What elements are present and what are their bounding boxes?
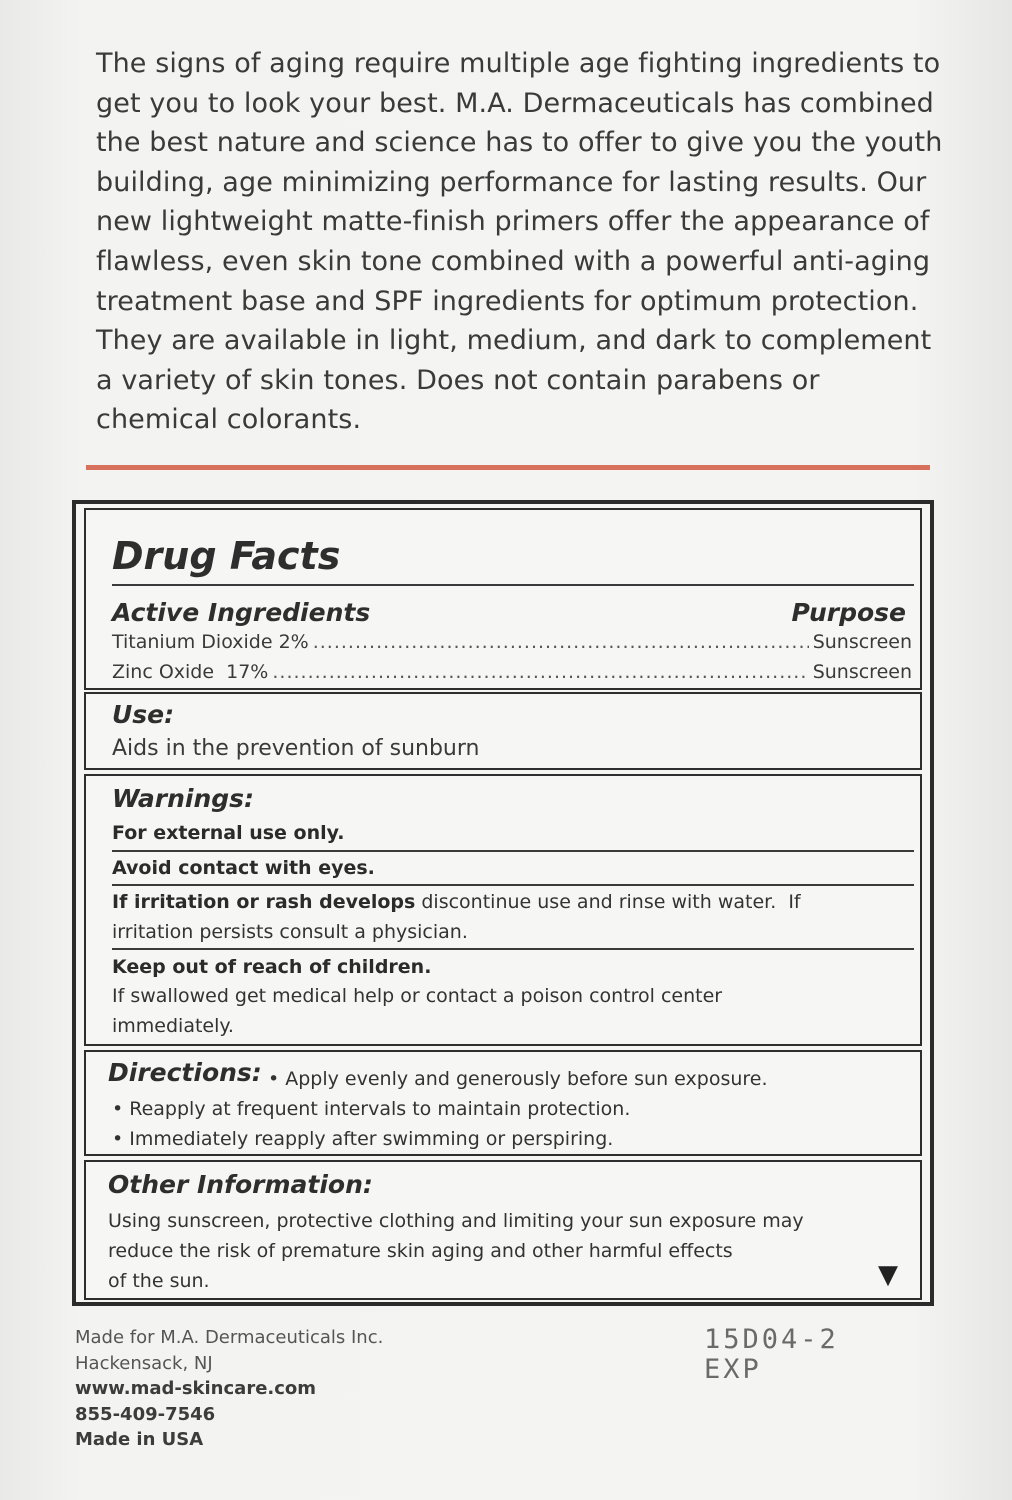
lot-stamp (704, 1325, 839, 1385)
warning-children: Keep out of reach of children. (112, 956, 432, 978)
city-text: Hackensack, NJ (75, 1352, 213, 1374)
other-info-line: of the sun. (108, 1270, 210, 1292)
drug-facts-box (72, 500, 934, 1306)
warning-immediately: immediately. (112, 1015, 234, 1037)
purpose-heading: Purpose (791, 598, 906, 627)
ingredient-row (112, 661, 912, 683)
lot-code: 15D04-2 (704, 1324, 839, 1355)
intro-paragraph (96, 44, 943, 440)
made-for-text: Made for M.A. Dermaceuticals Inc. (75, 1327, 384, 1348)
warning-rule (112, 948, 914, 950)
title-rule (112, 584, 914, 586)
ingredient-purpose: Sunscreen (812, 631, 912, 653)
other-information-section (84, 1160, 922, 1300)
direction-item: • Reapply at frequent intervals to maintain protection. (112, 1098, 631, 1120)
warning-rule (112, 884, 914, 886)
intro-line: building, age minimizing performance for lasting results. Our (96, 166, 927, 198)
warning-irritation: If irritation or rash develops discontinue use and rinse with water. If (112, 891, 801, 913)
intro-line: flawless, even skin tone combined with a powerful anti-aging (96, 245, 931, 277)
ingredient-purpose: Sunscreen (812, 661, 912, 683)
origin-text: Made in USA (75, 1429, 204, 1450)
leader-dots (272, 661, 808, 683)
intro-line: new lightweight matte-finish primers offer the appearance of (96, 206, 930, 238)
warnings-heading: Warnings: (112, 784, 255, 813)
warning-rule (112, 850, 914, 852)
direction-item: • Immediately reapply after swimming or perspiring. (112, 1128, 614, 1150)
intro-line: chemical colorants. (96, 404, 362, 436)
leader-dots (313, 631, 809, 653)
warning-external: For external use only. (112, 822, 345, 844)
intro-line: the best nature and science has to offer to give you the youth (96, 127, 943, 159)
intro-line: a variety of skin tones. Does not contain parabens or (96, 364, 820, 396)
phone-text: 855-409-7546 (75, 1403, 216, 1425)
intro-line: treatment base and SPF ingredients for optimum protection. (96, 285, 919, 317)
intro-line: get you to look your best. M.A. Dermaceuticals has combined (96, 87, 934, 119)
intro-line: The signs of aging require multiple age fighting ingredients to (96, 48, 941, 79)
ingredient-name: Zinc Oxide 17% (112, 661, 269, 683)
directions-section (84, 1050, 922, 1156)
exp-label: EXP (704, 1354, 762, 1385)
manufacturer-info (75, 1325, 383, 1453)
website-text: www.mad-skincare.com (75, 1378, 317, 1399)
warning-eyes: Avoid contact with eyes. (112, 857, 375, 879)
accent-divider (86, 465, 930, 470)
ingredient-name: Titanium Dioxide 2% (112, 631, 309, 653)
other-information-heading: Other Information: (108, 1170, 373, 1199)
use-heading: Use: (112, 700, 175, 729)
directions-heading: Directions: (108, 1058, 262, 1087)
active-ingredients-section (84, 508, 922, 690)
drug-facts-title: Drug Facts (112, 534, 341, 578)
direction-item: • Apply evenly and generously before sun exposure. (268, 1068, 768, 1090)
warning-swallowed: If swallowed get medical help or contact a poison control center (112, 985, 723, 1007)
use-text: Aids in the prevention of sunburn (112, 736, 480, 761)
ingredient-row (112, 631, 912, 653)
warnings-section (84, 774, 922, 1046)
use-section (84, 692, 922, 770)
intro-line: They are available in light, medium, and dark to complement (96, 325, 932, 357)
other-info-line: Using sunscreen, protective clothing and limiting your sun exposure may (108, 1210, 804, 1232)
other-info-line: reduce the risk of premature skin aging and other harmful effects (108, 1240, 733, 1262)
warning-irritation-cont: irritation persists consult a physician. (112, 921, 468, 943)
continue-arrow-icon: ▼ (878, 1260, 898, 1290)
active-ingredients-heading: Active Ingredients (112, 598, 371, 627)
